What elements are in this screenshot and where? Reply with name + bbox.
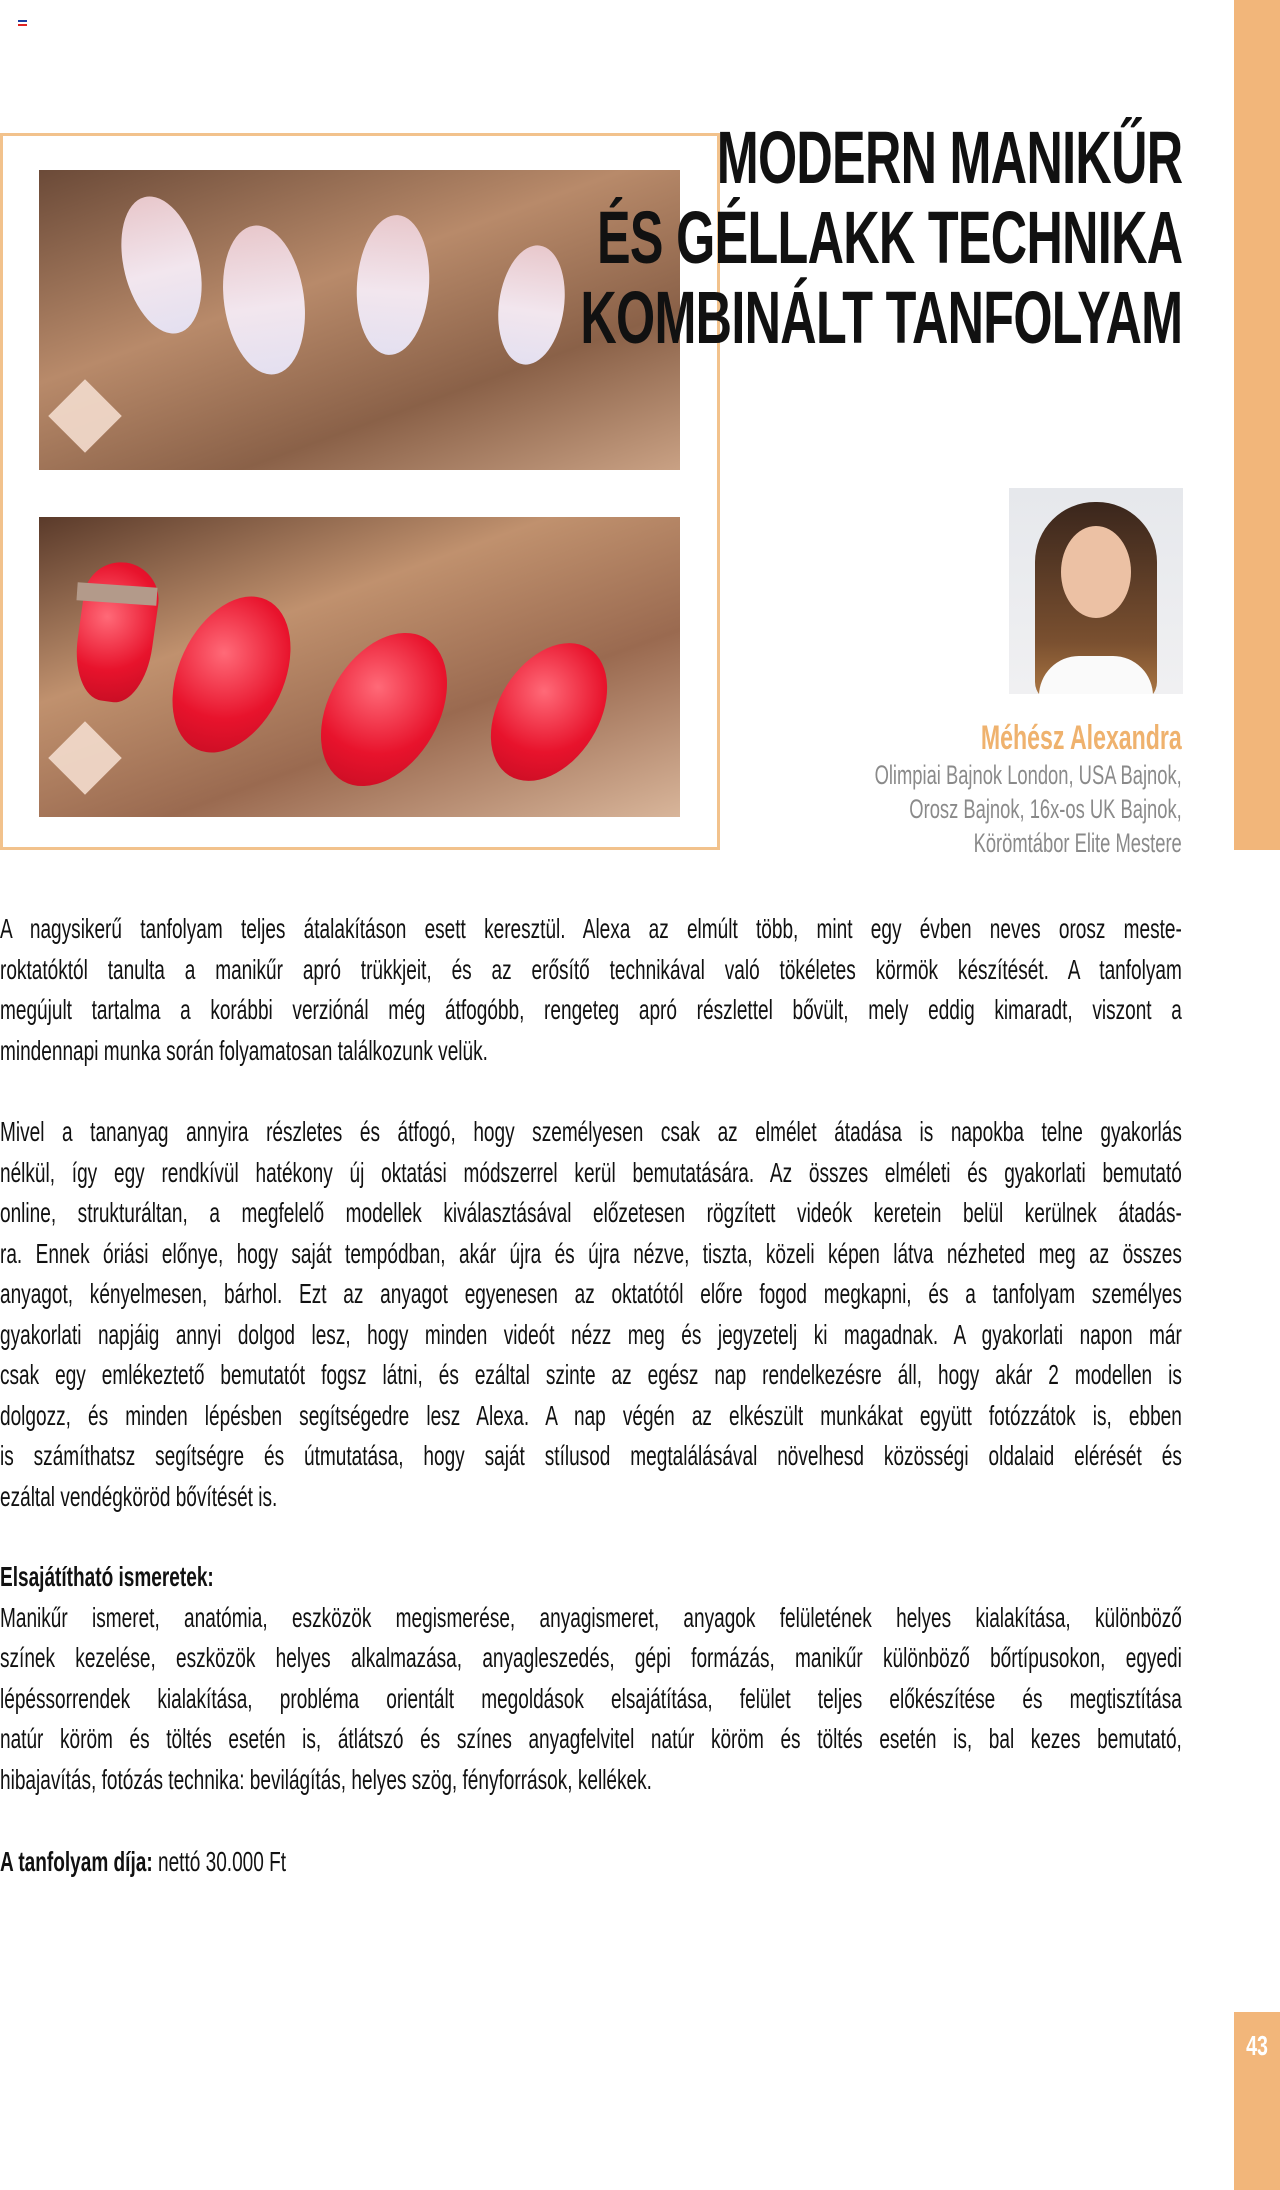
watermark-logo	[48, 379, 122, 453]
price-value: nettó 30.000 Ft	[157, 1846, 287, 1877]
nail-photo-red	[39, 517, 680, 817]
flag-icon	[18, 20, 27, 26]
skills-section: Elsajátítható ismeretek: Manikűr ismeret, anatómia, eszközök megismerése, anyagismeret, anyagok felületének helyes kialakítása, különböző színek kezelése, eszközök helyes alkalmazása, anyagleszedés, gépi formázás, manikűr különböző bőrtípusokon, egyedi lépéssorrendek kialakítása, probléma orientált megoldások elsajátítása, felület teljes előkészítése és megtisztítása natúr köröm és töltés esetén is, átlátszó és színes anyagfelvitel natúr köröm és töltés esetén is, bal kezes bemutató, hibajavítás, fotózás technika: bevilágítás, helyes szög, fényforrások, kellékek.	[0, 1557, 1182, 1800]
intro-paragraph: A nagysikerű tanfolyam teljes átalakításon esett keresztül. Alexa az elmúlt több, mint egy évben neves orosz meste- roktatóktól tanulta a manikűr apró trükkjeit, és az erősítő technikával való tökéletes körmök készítését. A tanfolyam megújult tartalma a korábbi verziónál még átfogóbb, rengeteg apró részlettel bővült, mely eddig kimaradt, viszont a mindennapi munka során folyamatosan találkozunk velük.	[0, 913, 1182, 1066]
page-number: 43	[1246, 2030, 1268, 2061]
page-title: MODERN MANIKŰR ÉS GÉLLAKK TECHNIKA KOMBINÁLT TANFOLYAM	[579, 116, 1182, 359]
skills-heading: Elsajátítható ismeretek:	[0, 1561, 214, 1592]
price-line	[0, 1842, 1182, 1883]
side-accent-bar	[1234, 0, 1280, 850]
price-label: A tanfolyam díja:	[0, 1846, 153, 1877]
instructor-name: Méhész Alexandra	[981, 719, 1182, 757]
watermark-logo	[48, 721, 122, 795]
instructor-info: Méhész Alexandra Olimpiai Bajnok London, USA Bajnok, Orosz Bajnok, 16x-os UK Bajnok, Körömtábor Elite Mestere	[874, 719, 1182, 858]
instructor-portrait	[1009, 488, 1183, 694]
method-paragraph: Mivel a tananyag annyira részletes és átfogó, hogy személyesen csak az elmélet átadása is napokba telne gyakorlás nélkül, így egy rendkívül hatékony új oktatási módszerrel kerül bemutatására. Az összes elméleti és gyakorlati bemutató online, strukturáltan, a megfelelő modellek kiválasztásával előzetesen rögzített videók keretein belül kerülnek átadás- ra. Ennek óriási előnye, hogy saját tempódban, akár újra és újra nézve, tiszta, közeli képen látva nézheted meg az összes anyagot, kényelmesen, bárhol. Ezt az anyagot egyenesen az oktatótól előre fogod megkapni, és a tanfolyam személyes gyakorlati napjáig annyi dolgod lesz, hogy minden videót nézz meg és jegyzetelj ki magadnak. A gyakorlati napon már csak egy emlékeztető bemutatót fogsz látni, és ezáltal szinte az egész nap rendelkezésre áll, hogy akár 2 modellen is dolgozz, és minden lépésben segítségedre lesz Alexa. A nap végén az elkészült munkákat együtt fotózzátok is, ebben is számíthatsz segítségre és útmutatása, hogy saját stílusod megtalálásával növelhesd közösségi oldalaid elérését és ezáltal vendégköröd bővítését is.	[0, 1116, 1182, 1512]
